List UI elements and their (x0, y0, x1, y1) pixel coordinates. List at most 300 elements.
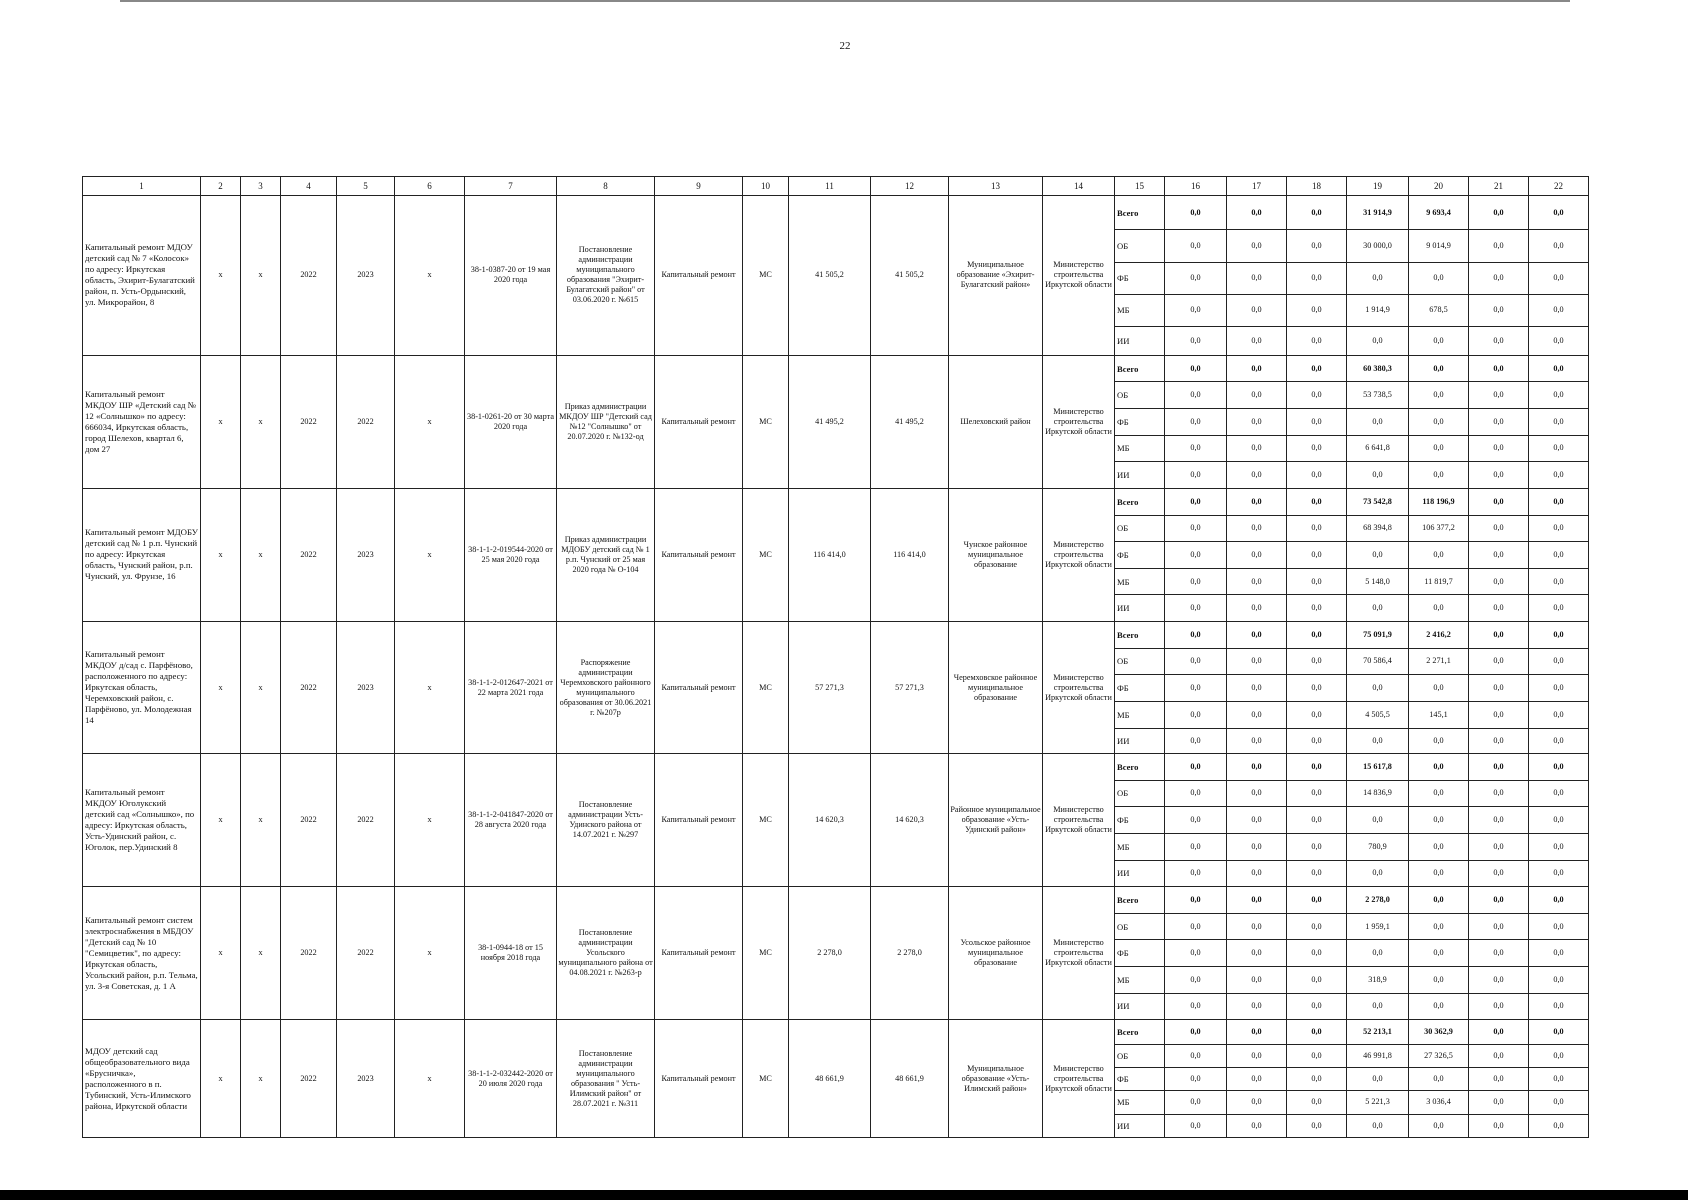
funding-value-cell: 0,0 (1529, 488, 1589, 515)
project-c9-cell: Капитальный ремонт (655, 622, 743, 754)
project-c11-cell: 116 414,0 (789, 488, 871, 621)
funding-value-cell: 0,0 (1165, 355, 1227, 382)
funding-value-cell: 0,0 (1469, 1114, 1529, 1137)
funding-value-cell: 0,0 (1287, 833, 1347, 860)
funding-value-cell: 0,0 (1227, 435, 1287, 462)
funding-value-cell: 0,0 (1287, 1091, 1347, 1114)
funding-value-cell: 30 000,0 (1347, 230, 1409, 262)
funding-value-cell: 0,0 (1287, 780, 1347, 807)
project-c3-cell: x (241, 196, 281, 356)
project-name-cell: Капитальный ремонт МДОБУ детский сад № 1 р.п. Чунский по адресу: Иркутская область, Чунский район, р.п. Чунский, ул. Фрунзе, 16 (83, 488, 201, 621)
funding-value-cell: 0,0 (1409, 355, 1469, 382)
project-c13-cell: Черемховское районное муниципальное образование (949, 622, 1043, 754)
funding-value-cell: 0,0 (1227, 887, 1287, 914)
funding-value-cell: 4 505,5 (1347, 701, 1409, 728)
funding-value-cell: 0,0 (1227, 595, 1287, 622)
funding-source-cell: ОБ (1115, 648, 1165, 675)
funding-value-cell: 0,0 (1529, 462, 1589, 489)
project-c14-cell: Министерство строительства Иркутской области (1043, 355, 1115, 488)
column-header-5: 5 (337, 177, 395, 196)
funding-value-cell: 0,0 (1347, 993, 1409, 1020)
project-c11-cell: 41 495,2 (789, 355, 871, 488)
funding-value-cell: 0,0 (1287, 196, 1347, 230)
project-c7-cell: 38-1-0261-20 от 30 марта 2020 года (465, 355, 557, 488)
funding-source-cell: Всего (1115, 1020, 1165, 1044)
funding-value-cell: 0,0 (1409, 326, 1469, 355)
project-c4-cell: 2022 (281, 1020, 337, 1138)
funding-value-cell: 0,0 (1469, 230, 1529, 262)
project-c12-cell: 14 620,3 (871, 754, 949, 887)
funding-source-cell: ФБ (1115, 409, 1165, 436)
project-c13-cell: Муниципальное образование «Усть-Илимский район» (949, 1020, 1043, 1138)
funding-value-cell: 0,0 (1287, 462, 1347, 489)
column-header-12: 12 (871, 177, 949, 196)
funding-value-cell: 0,0 (1409, 728, 1469, 754)
funding-value-cell: 0,0 (1287, 1114, 1347, 1137)
funding-value-cell: 0,0 (1469, 728, 1529, 754)
project-c2-cell: x (201, 887, 241, 1020)
column-header-19: 19 (1347, 177, 1409, 196)
project-c12-cell: 41 505,2 (871, 196, 949, 356)
funding-source-cell: ОБ (1115, 515, 1165, 542)
project-c10-cell: МС (743, 1020, 789, 1138)
funding-value-cell: 0,0 (1165, 701, 1227, 728)
funding-value-cell: 0,0 (1409, 993, 1469, 1020)
project-name-cell: Капитальный ремонт МКДОУ д/сад с. Парфёново, расположенного по адресу: Иркутская область, Черемховский район, с. Парфёново, ул. Молодежная 14 (83, 622, 201, 754)
funding-value-cell: 0,0 (1529, 355, 1589, 382)
project-row (83, 622, 1589, 649)
project-c4-cell: 2022 (281, 622, 337, 754)
funding-value-cell: 5 148,0 (1347, 568, 1409, 595)
project-c14-cell: Министерство строительства Иркутской области (1043, 754, 1115, 887)
funding-value-cell: 0,0 (1165, 435, 1227, 462)
funding-source-cell: Всего (1115, 488, 1165, 515)
project-c3-cell: x (241, 622, 281, 754)
funding-source-cell: ОБ (1115, 780, 1165, 807)
funding-source-cell: МБ (1115, 833, 1165, 860)
funding-source-cell: ФБ (1115, 675, 1165, 702)
funding-value-cell: 0,0 (1227, 462, 1287, 489)
column-header-20: 20 (1409, 177, 1469, 196)
project-c14-cell: Министерство строительства Иркутской области (1043, 196, 1115, 356)
funding-source-cell: ФБ (1115, 807, 1165, 834)
funding-value-cell: 0,0 (1227, 515, 1287, 542)
funding-value-cell: 0,0 (1529, 196, 1589, 230)
project-c6-cell: x (395, 488, 465, 621)
funding-value-cell: 0,0 (1287, 409, 1347, 436)
project-name-cell: Капитальный ремонт МДОУ детский сад № 7 «Колосок» по адресу: Иркутская область, Эхирит-Булагатский район, п. Усть-Ордынский, ул. Микрорайон, 8 (83, 196, 201, 356)
top-scan-edge (120, 0, 1570, 2)
funding-value-cell: 0,0 (1469, 382, 1529, 409)
funding-value-cell: 0,0 (1227, 675, 1287, 702)
project-c10-cell: МС (743, 196, 789, 356)
investment-table (82, 176, 1589, 1138)
funding-value-cell: 60 380,3 (1347, 355, 1409, 382)
funding-value-cell: 75 091,9 (1347, 622, 1409, 649)
funding-value-cell: 0,0 (1469, 409, 1529, 436)
funding-value-cell: 0,0 (1409, 780, 1469, 807)
funding-value-cell: 0,0 (1287, 940, 1347, 967)
funding-source-cell: Всего (1115, 754, 1165, 781)
funding-value-cell: 0,0 (1227, 294, 1287, 326)
funding-value-cell: 0,0 (1409, 382, 1469, 409)
funding-value-cell: 0,0 (1165, 993, 1227, 1020)
project-c4-cell: 2022 (281, 355, 337, 488)
funding-source-cell: ИИ (1115, 595, 1165, 622)
funding-value-cell: 0,0 (1529, 326, 1589, 355)
funding-value-cell: 0,0 (1165, 409, 1227, 436)
project-c7-cell: 38-1-1-2-041847-2020 от 28 августа 2020 года (465, 754, 557, 887)
project-c13-cell: Районное муниципальное образование «Усть-Удинский район» (949, 754, 1043, 887)
funding-value-cell: 0,0 (1409, 887, 1469, 914)
funding-value-cell: 0,0 (1529, 728, 1589, 754)
funding-value-cell: 0,0 (1227, 542, 1287, 569)
project-c12-cell: 2 278,0 (871, 887, 949, 1020)
project-c11-cell: 41 505,2 (789, 196, 871, 356)
funding-value-cell: 0,0 (1409, 675, 1469, 702)
project-c5-cell: 2022 (337, 887, 395, 1020)
project-c5-cell: 2022 (337, 355, 395, 488)
funding-source-cell: Всего (1115, 355, 1165, 382)
project-c8-cell: Постановление администрации муниципального образования "Эхирит-Булагатский район" от 03.06.2020 г. №615 (557, 196, 655, 356)
funding-value-cell: 0,0 (1287, 595, 1347, 622)
project-c11-cell: 2 278,0 (789, 887, 871, 1020)
funding-value-cell: 0,0 (1227, 648, 1287, 675)
project-row (83, 196, 1589, 230)
funding-value-cell: 1 914,9 (1347, 294, 1409, 326)
funding-value-cell: 30 362,9 (1409, 1020, 1469, 1044)
column-header-16: 16 (1165, 177, 1227, 196)
funding-value-cell: 0,0 (1165, 1114, 1227, 1137)
funding-source-cell: МБ (1115, 1091, 1165, 1114)
funding-value-cell: 0,0 (1469, 993, 1529, 1020)
funding-value-cell: 0,0 (1469, 1020, 1529, 1044)
project-c12-cell: 116 414,0 (871, 488, 949, 621)
funding-value-cell: 0,0 (1165, 462, 1227, 489)
project-c10-cell: МС (743, 887, 789, 1020)
funding-value-cell: 0,0 (1347, 807, 1409, 834)
funding-value-cell: 0,0 (1529, 648, 1589, 675)
funding-value-cell: 0,0 (1529, 595, 1589, 622)
funding-source-cell: ИИ (1115, 1114, 1165, 1137)
project-c14-cell: Министерство строительства Иркутской области (1043, 488, 1115, 621)
project-c5-cell: 2023 (337, 196, 395, 356)
funding-value-cell: 0,0 (1347, 860, 1409, 887)
funding-source-cell: МБ (1115, 967, 1165, 994)
funding-source-cell: ФБ (1115, 1067, 1165, 1090)
funding-value-cell: 0,0 (1529, 913, 1589, 940)
funding-value-cell: 0,0 (1529, 860, 1589, 887)
project-c6-cell: x (395, 1020, 465, 1138)
funding-value-cell: 0,0 (1529, 568, 1589, 595)
project-c6-cell: x (395, 355, 465, 488)
project-c11-cell: 57 271,3 (789, 622, 871, 754)
column-header-7: 7 (465, 177, 557, 196)
funding-value-cell: 318,9 (1347, 967, 1409, 994)
funding-value-cell: 0,0 (1165, 262, 1227, 294)
funding-value-cell: 0,0 (1287, 701, 1347, 728)
project-name-cell: Капитальный ремонт МКДОУ Юголукский детский сад «Солнышко», по адресу: Иркутская область, Усть-Удинский район, с. Юголок, пер.Удинский 8 (83, 754, 201, 887)
funding-value-cell: 0,0 (1529, 675, 1589, 702)
funding-value-cell: 0,0 (1529, 262, 1589, 294)
funding-value-cell: 0,0 (1165, 294, 1227, 326)
funding-value-cell: 0,0 (1287, 515, 1347, 542)
funding-source-cell: МБ (1115, 701, 1165, 728)
project-c9-cell: Капитальный ремонт (655, 887, 743, 1020)
project-c7-cell: 38-1-1-2-032442-2020 от 20 июля 2020 года (465, 1020, 557, 1138)
funding-value-cell: 0,0 (1227, 1067, 1287, 1090)
funding-value-cell: 0,0 (1165, 542, 1227, 569)
funding-value-cell: 0,0 (1165, 230, 1227, 262)
funding-source-cell: Всего (1115, 622, 1165, 649)
funding-value-cell: 0,0 (1529, 515, 1589, 542)
project-c8-cell: Приказ администрации МДОБУ детский сад № 1 р.п. Чунский от 25 мая 2020 года № О-104 (557, 488, 655, 621)
funding-value-cell: 0,0 (1529, 435, 1589, 462)
column-header-15: 15 (1115, 177, 1165, 196)
funding-value-cell: 0,0 (1347, 542, 1409, 569)
project-c5-cell: 2023 (337, 488, 395, 621)
funding-value-cell: 0,0 (1347, 1067, 1409, 1090)
funding-value-cell: 0,0 (1165, 488, 1227, 515)
funding-value-cell: 0,0 (1287, 1044, 1347, 1067)
project-c3-cell: x (241, 754, 281, 887)
funding-value-cell: 0,0 (1287, 675, 1347, 702)
funding-value-cell: 31 914,9 (1347, 196, 1409, 230)
funding-value-cell: 0,0 (1165, 1044, 1227, 1067)
project-c7-cell: 38-1-1-2-019544-2020 от 25 мая 2020 года (465, 488, 557, 621)
project-c8-cell: Распоряжение администрации Черемховского районного муниципального образования от 30.06.2021 г. №207р (557, 622, 655, 754)
funding-value-cell: 0,0 (1287, 1067, 1347, 1090)
funding-value-cell: 0,0 (1469, 754, 1529, 781)
funding-value-cell: 0,0 (1469, 675, 1529, 702)
project-c8-cell: Постановление администрации муниципального образования " Усть-Илимский район" от 28.07.2021 г. №311 (557, 1020, 655, 1138)
project-c10-cell: МС (743, 355, 789, 488)
funding-value-cell: 118 196,9 (1409, 488, 1469, 515)
funding-value-cell: 0,0 (1165, 515, 1227, 542)
funding-value-cell: 0,0 (1227, 568, 1287, 595)
funding-value-cell: 0,0 (1165, 1091, 1227, 1114)
project-c12-cell: 57 271,3 (871, 622, 949, 754)
funding-value-cell: 46 991,8 (1347, 1044, 1409, 1067)
funding-value-cell: 0,0 (1227, 488, 1287, 515)
funding-value-cell: 0,0 (1165, 728, 1227, 754)
funding-value-cell: 0,0 (1529, 967, 1589, 994)
funding-value-cell: 68 394,8 (1347, 515, 1409, 542)
funding-value-cell: 0,0 (1469, 262, 1529, 294)
column-header-8: 8 (557, 177, 655, 196)
funding-value-cell: 0,0 (1529, 833, 1589, 860)
funding-value-cell: 0,0 (1469, 294, 1529, 326)
funding-value-cell: 0,0 (1409, 833, 1469, 860)
funding-value-cell: 0,0 (1165, 326, 1227, 355)
funding-value-cell: 2 416,2 (1409, 622, 1469, 649)
funding-value-cell: 0,0 (1347, 462, 1409, 489)
funding-value-cell: 0,0 (1165, 887, 1227, 914)
column-header-14: 14 (1043, 177, 1115, 196)
funding-value-cell: 0,0 (1469, 833, 1529, 860)
project-c6-cell: x (395, 887, 465, 1020)
funding-value-cell: 0,0 (1529, 940, 1589, 967)
project-name-cell: МДОУ детский сад общеобразовательного вида «Брусничка», расположенного в п. Тубинский, Усть-Илимского района, Иркутской области (83, 1020, 201, 1138)
funding-value-cell: 2 271,1 (1409, 648, 1469, 675)
funding-value-cell: 0,0 (1469, 887, 1529, 914)
project-c7-cell: 38-1-0387-20 от 19 мая 2020 года (465, 196, 557, 356)
funding-value-cell: 0,0 (1409, 595, 1469, 622)
funding-value-cell: 0,0 (1287, 1020, 1347, 1044)
column-header-4: 4 (281, 177, 337, 196)
funding-value-cell: 0,0 (1227, 196, 1287, 230)
column-header-21: 21 (1469, 177, 1529, 196)
funding-source-cell: Всего (1115, 887, 1165, 914)
project-c2-cell: x (201, 355, 241, 488)
funding-value-cell: 0,0 (1529, 622, 1589, 649)
column-header-11: 11 (789, 177, 871, 196)
funding-value-cell: 9 693,4 (1409, 196, 1469, 230)
project-c9-cell: Капитальный ремонт (655, 1020, 743, 1138)
project-c9-cell: Капитальный ремонт (655, 196, 743, 356)
funding-value-cell: 0,0 (1409, 807, 1469, 834)
funding-value-cell: 0,0 (1409, 940, 1469, 967)
funding-value-cell: 0,0 (1529, 887, 1589, 914)
funding-value-cell: 0,0 (1529, 1067, 1589, 1090)
funding-value-cell: 0,0 (1165, 860, 1227, 887)
funding-value-cell: 0,0 (1469, 355, 1529, 382)
funding-value-cell: 0,0 (1287, 807, 1347, 834)
column-header-18: 18 (1287, 177, 1347, 196)
funding-value-cell: 0,0 (1347, 1114, 1409, 1137)
funding-value-cell: 0,0 (1227, 1020, 1287, 1044)
funding-value-cell: 0,0 (1165, 648, 1227, 675)
funding-value-cell: 0,0 (1469, 568, 1529, 595)
project-c4-cell: 2022 (281, 887, 337, 1020)
funding-value-cell: 0,0 (1529, 409, 1589, 436)
funding-value-cell: 2 278,0 (1347, 887, 1409, 914)
funding-value-cell: 0,0 (1287, 993, 1347, 1020)
funding-value-cell: 0,0 (1529, 993, 1589, 1020)
funding-value-cell: 0,0 (1347, 675, 1409, 702)
column-number-row (83, 177, 1589, 196)
funding-value-cell: 0,0 (1529, 807, 1589, 834)
project-c5-cell: 2022 (337, 754, 395, 887)
funding-value-cell: 5 221,3 (1347, 1091, 1409, 1114)
funding-source-cell: ОБ (1115, 382, 1165, 409)
funding-source-cell: ИИ (1115, 993, 1165, 1020)
project-c12-cell: 48 661,9 (871, 1020, 949, 1138)
funding-source-cell: ОБ (1115, 913, 1165, 940)
funding-source-cell: ФБ (1115, 542, 1165, 569)
project-c13-cell: Усольское районное муниципальное образование (949, 887, 1043, 1020)
funding-value-cell: 0,0 (1469, 542, 1529, 569)
project-c13-cell: Чунское районное муниципальное образование (949, 488, 1043, 621)
funding-value-cell: 0,0 (1469, 967, 1529, 994)
funding-value-cell: 0,0 (1227, 860, 1287, 887)
funding-value-cell: 0,0 (1165, 833, 1227, 860)
funding-value-cell: 0,0 (1409, 462, 1469, 489)
funding-value-cell: 678,5 (1409, 294, 1469, 326)
funding-value-cell: 0,0 (1409, 435, 1469, 462)
funding-value-cell: 0,0 (1347, 262, 1409, 294)
funding-value-cell: 0,0 (1165, 780, 1227, 807)
column-header-3: 3 (241, 177, 281, 196)
funding-value-cell: 1 959,1 (1347, 913, 1409, 940)
funding-value-cell: 0,0 (1227, 355, 1287, 382)
project-name-cell: Капитальный ремонт МКДОУ ШР «Детский сад № 12 «Солнышко» по адресу: 666034, Иркутская область, город Шелехов, квартал 6, дом 27 (83, 355, 201, 488)
funding-value-cell: 0,0 (1165, 913, 1227, 940)
project-c9-cell: Капитальный ремонт (655, 488, 743, 621)
funding-value-cell: 0,0 (1529, 1091, 1589, 1114)
funding-value-cell: 0,0 (1469, 435, 1529, 462)
funding-value-cell: 0,0 (1529, 780, 1589, 807)
funding-value-cell: 0,0 (1409, 1067, 1469, 1090)
funding-value-cell: 0,0 (1287, 754, 1347, 781)
project-c6-cell: x (395, 754, 465, 887)
funding-source-cell: ФБ (1115, 940, 1165, 967)
column-header-22: 22 (1529, 177, 1589, 196)
funding-value-cell: 780,9 (1347, 833, 1409, 860)
funding-source-cell: ИИ (1115, 462, 1165, 489)
funding-value-cell: 0,0 (1227, 1114, 1287, 1137)
funding-value-cell: 0,0 (1469, 807, 1529, 834)
funding-value-cell: 0,0 (1227, 807, 1287, 834)
project-c2-cell: x (201, 488, 241, 621)
project-c6-cell: x (395, 196, 465, 356)
funding-value-cell: 9 014,9 (1409, 230, 1469, 262)
project-c7-cell: 38-1-0944-18 от 15 ноября 2018 года (465, 887, 557, 1020)
funding-source-cell: Всего (1115, 196, 1165, 230)
project-c11-cell: 48 661,9 (789, 1020, 871, 1138)
funding-value-cell: 0,0 (1287, 262, 1347, 294)
page-number: 22 (839, 40, 851, 52)
funding-value-cell: 0,0 (1469, 913, 1529, 940)
funding-value-cell: 0,0 (1469, 462, 1529, 489)
funding-value-cell: 0,0 (1469, 595, 1529, 622)
column-header-9: 9 (655, 177, 743, 196)
funding-value-cell: 0,0 (1529, 1020, 1589, 1044)
funding-source-cell: ИИ (1115, 728, 1165, 754)
funding-value-cell: 0,0 (1287, 230, 1347, 262)
funding-value-cell: 0,0 (1469, 622, 1529, 649)
funding-value-cell: 3 036,4 (1409, 1091, 1469, 1114)
project-c3-cell: x (241, 355, 281, 488)
funding-value-cell: 0,0 (1165, 622, 1227, 649)
funding-value-cell: 0,0 (1529, 701, 1589, 728)
funding-value-cell: 15 617,8 (1347, 754, 1409, 781)
funding-value-cell: 0,0 (1287, 488, 1347, 515)
project-c9-cell: Капитальный ремонт (655, 754, 743, 887)
funding-value-cell: 0,0 (1347, 940, 1409, 967)
funding-value-cell: 0,0 (1287, 326, 1347, 355)
funding-value-cell: 0,0 (1227, 833, 1287, 860)
funding-value-cell: 0,0 (1165, 940, 1227, 967)
project-c10-cell: МС (743, 754, 789, 887)
funding-value-cell: 106 377,2 (1409, 515, 1469, 542)
funding-source-cell: ИИ (1115, 860, 1165, 887)
funding-value-cell: 0,0 (1469, 196, 1529, 230)
funding-value-cell: 0,0 (1409, 967, 1469, 994)
funding-value-cell: 0,0 (1409, 754, 1469, 781)
funding-value-cell: 11 819,7 (1409, 568, 1469, 595)
funding-value-cell: 0,0 (1409, 1114, 1469, 1137)
funding-value-cell: 0,0 (1165, 196, 1227, 230)
funding-source-cell: МБ (1115, 568, 1165, 595)
funding-value-cell: 0,0 (1165, 807, 1227, 834)
funding-value-cell: 0,0 (1227, 913, 1287, 940)
project-c3-cell: x (241, 887, 281, 1020)
project-c2-cell: x (201, 622, 241, 754)
funding-value-cell: 0,0 (1347, 409, 1409, 436)
funding-value-cell: 0,0 (1227, 754, 1287, 781)
funding-source-cell: ИИ (1115, 326, 1165, 355)
